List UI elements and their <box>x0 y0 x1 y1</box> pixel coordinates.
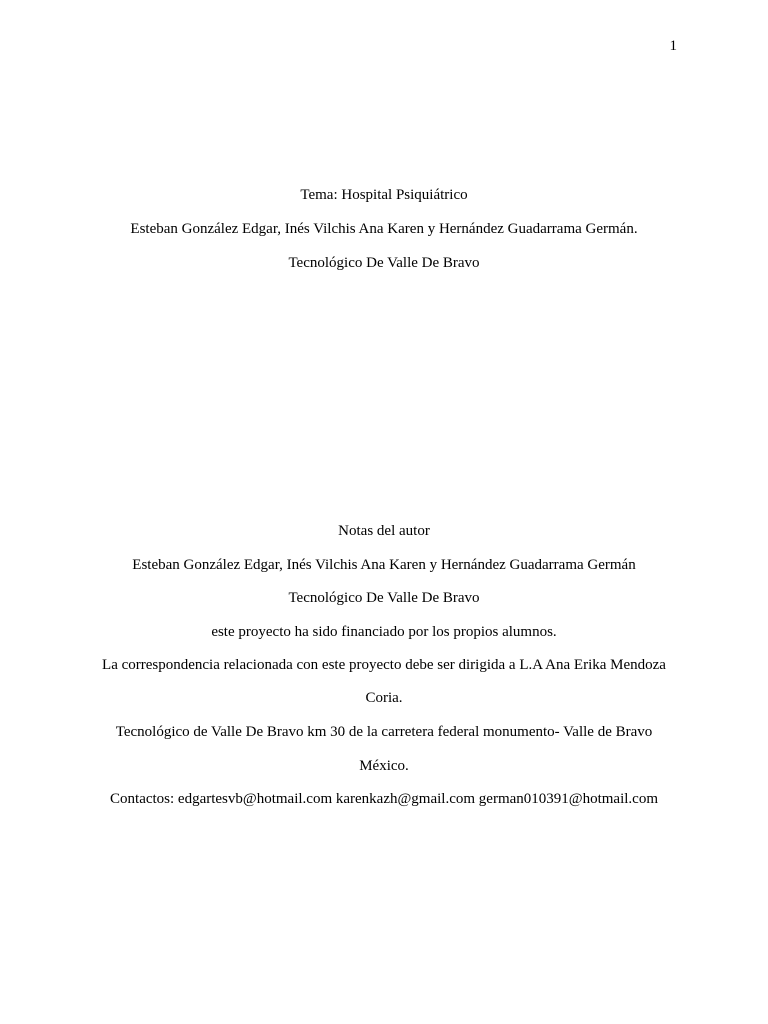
title-authors-line: Esteban González Edgar, Inés Vilchis Ana Karen y Hernández Guadarrama Germán. <box>130 221 638 237</box>
address-line-1: Tecnológico de Valle De Bravo km 30 de la carretera federal monumento- Valle de Bravo <box>115 724 653 740</box>
correspondence-line-1: La correspondencia relacionada con este proyecto debe ser dirigida a L.A Ana Erika Mendoza <box>102 657 666 673</box>
address-line-2: México. <box>359 758 409 774</box>
author-note-authors: Esteban González Edgar, Inés Vilchis Ana Karen y Hernández Guadarrama Germán <box>132 557 636 573</box>
author-note-heading: Notas del autor <box>338 523 430 539</box>
page-number: 1 <box>669 38 677 54</box>
contacts-line: Contactos: edgartesvb@hotmail.com karenkazh@gmail.com german010391@hotmail.com <box>110 791 658 807</box>
correspondence-line-2: Coria. <box>365 690 403 706</box>
topic-line: Tema: Hospital Psiquiátrico <box>300 187 468 203</box>
author-note-institution: Tecnológico De Valle De Bravo <box>288 590 480 606</box>
funding-statement: este proyecto ha sido financiado por los propios alumnos. <box>211 624 557 640</box>
title-institution-line: Tecnológico De Valle De Bravo <box>288 255 480 271</box>
